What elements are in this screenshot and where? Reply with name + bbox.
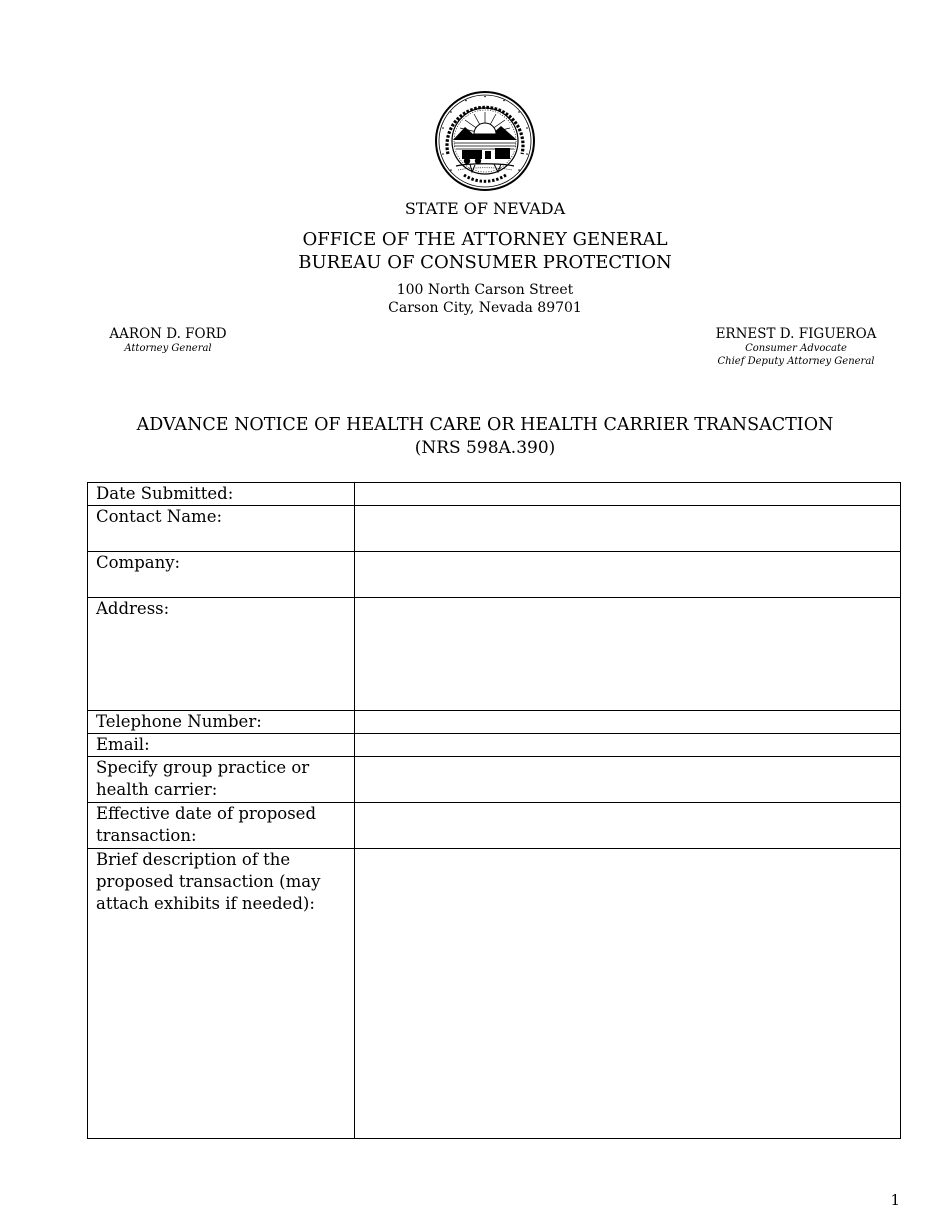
consumer-advocate-title: Consumer Advocate bbox=[745, 343, 847, 354]
bureau-name: BUREAU OF CONSUMER PROTECTION bbox=[298, 252, 672, 273]
attorney-general-block bbox=[100, 326, 236, 355]
company-field[interactable] bbox=[355, 552, 901, 598]
office-name: OFFICE OF THE ATTORNEY GENERAL bbox=[302, 229, 668, 250]
field-label: Email: bbox=[88, 734, 355, 757]
form-citation: (NRS 598A.390) bbox=[414, 438, 556, 458]
date-submitted-field[interactable] bbox=[355, 483, 901, 506]
contact-name-field[interactable] bbox=[355, 506, 901, 552]
form-row bbox=[88, 711, 901, 734]
state-name: STATE OF NEVADA bbox=[404, 199, 566, 218]
page-number: 1 bbox=[890, 1191, 900, 1209]
field-label: Brief description of the proposed transaction (may attach exhibits if needed): bbox=[88, 849, 355, 1139]
field-label: Telephone Number: bbox=[88, 711, 355, 734]
telephone-field[interactable] bbox=[355, 711, 901, 734]
field-label: Company: bbox=[88, 552, 355, 598]
city-address: Carson City, Nevada 89701 bbox=[388, 300, 582, 316]
form-row bbox=[88, 803, 901, 849]
effective-date-field[interactable] bbox=[355, 803, 901, 849]
form-row bbox=[88, 552, 901, 598]
field-label: Contact Name: bbox=[88, 506, 355, 552]
street-address: 100 North Carson Street bbox=[396, 282, 574, 298]
attorney-general-name: AARON D. FORD bbox=[109, 326, 227, 342]
nevada-state-seal bbox=[434, 90, 536, 192]
notice-form-table bbox=[87, 482, 901, 1139]
field-label: Effective date of proposed transaction: bbox=[88, 803, 355, 849]
field-label: Date Submitted: bbox=[88, 483, 355, 506]
form-row bbox=[88, 598, 901, 711]
group-practice-field[interactable] bbox=[355, 757, 901, 803]
attorney-general-title: Attorney General bbox=[124, 343, 212, 354]
field-label: Address: bbox=[88, 598, 355, 711]
form-row bbox=[88, 757, 901, 803]
consumer-advocate-name: ERNEST D. FIGUEROA bbox=[715, 326, 877, 342]
transaction-description-field[interactable] bbox=[355, 849, 901, 1139]
form-row bbox=[88, 734, 901, 757]
form-row bbox=[88, 849, 901, 1139]
form-row bbox=[88, 506, 901, 552]
email-field[interactable] bbox=[355, 734, 901, 757]
address-field[interactable] bbox=[355, 598, 901, 711]
chief-deputy-title: Chief Deputy Attorney General bbox=[717, 356, 875, 367]
form-row bbox=[88, 483, 901, 506]
field-label: Specify group practice or health carrier: bbox=[88, 757, 355, 803]
consumer-advocate-block bbox=[706, 326, 886, 368]
form-title: ADVANCE NOTICE OF HEALTH CARE OR HEALTH CARRIER TRANSACTION bbox=[136, 415, 834, 435]
